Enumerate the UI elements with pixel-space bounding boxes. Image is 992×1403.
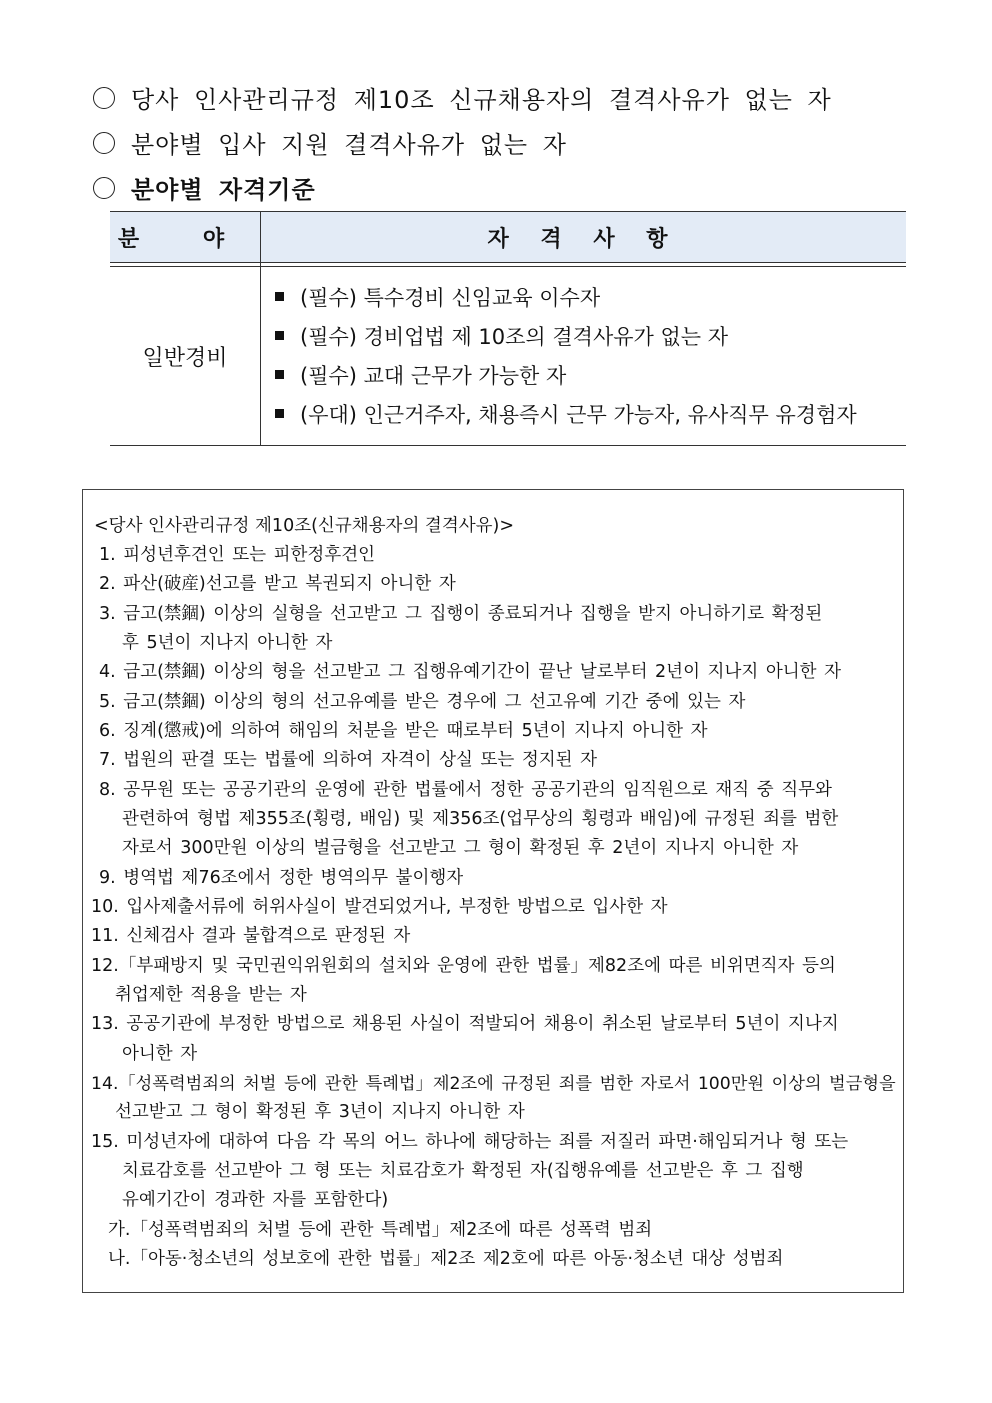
regulation-line: 관련하여 형법 제355조(횡령, 배임) 및 제356조(업무상의 횡령과 배임)에 규정된 죄를 범한: [122, 809, 839, 829]
regulation-line: 15. 미성년자에 대하여 다음 각 목의 어느 하나에 해당하는 죄를 저질러 파면·해임되거나 형 또는: [91, 1132, 849, 1152]
regulation-line: 10. 입사제출서류에 허위사실이 발견되었거나, 부정한 방법으로 입사한 자: [91, 897, 668, 917]
circle-bullet-icon: [93, 177, 115, 199]
square-bullet-icon: [275, 370, 284, 379]
qualification-items: [261, 267, 907, 446]
qualification-table: [110, 211, 906, 446]
bullet-application: [93, 125, 567, 160]
qualification-item: (필수) 특수경비 신임교육 이수자: [271, 277, 906, 316]
regulation-line: 7. 법원의 판결 또는 법률에 의하여 자격이 상실 또는 정지된 자: [99, 750, 598, 770]
table-header-row: [110, 212, 906, 263]
regulation-line: 8. 공무원 또는 공공기관의 운영에 관한 법률에서 정한 공공기관의 임직원으로 재직 중 직무와: [99, 780, 832, 800]
regulation-line: 5. 금고(禁錮) 이상의 형의 선고유예를 받은 경우에 그 선고유예 기간 중에 있는 자: [99, 692, 746, 712]
regulation-line: 1. 피성년후견인 또는 피한정후견인: [99, 545, 376, 565]
regulation-line: 2. 파산(破産)선고를 받고 복권되지 아니한 자: [99, 574, 456, 594]
bullet-text: 분야별 자격기준: [131, 176, 316, 204]
qualification-item: (우대) 인근거주자, 채용즉시 근무 가능자, 유사직무 유경험자: [271, 394, 906, 433]
regulation-title: <당사 인사관리규정 제10조(신규채용자의 결격사유)>: [94, 516, 515, 536]
header-qualifications: 자 격 사 항: [261, 212, 907, 263]
regulation-line: 취업제한 적용을 받는 자: [115, 985, 307, 1005]
bullet-criteria-heading: [93, 170, 316, 205]
regulation-line: 6. 징계(懲戒)에 의하여 해임의 처분을 받은 때로부터 5년이 지나지 아니한 자: [99, 721, 708, 741]
bullet-disqualification: [93, 80, 832, 115]
regulation-line: 11. 신체검사 결과 불합격으로 판정된 자: [91, 926, 411, 946]
square-bullet-icon: [275, 409, 284, 418]
regulation-line: 12.「부패방지 및 국민권익위원회의 설치와 운영에 관한 법률」제82조에 따른 비위면직자 등의: [91, 956, 836, 976]
circle-bullet-icon: [93, 132, 115, 154]
qualification-item: (필수) 교대 근무가 가능한 자: [271, 355, 906, 394]
bullet-text: 당사 인사관리규정 제10조 신규채용자의 결격사유가 없는 자: [131, 86, 832, 114]
regulation-line: 가.「성폭력범죄의 처벌 등에 관한 특례법」제2조에 따른 성폭력 범죄: [108, 1220, 653, 1240]
regulation-line: 14.「성폭력범죄의 처벌 등에 관한 특례법」제2조에 규정된 죄를 범한 자로서 100만원 이상의 벌금형을: [91, 1074, 896, 1094]
table-row: [110, 267, 906, 446]
field-name: 일반경비: [110, 267, 261, 446]
regulation-box: [82, 489, 904, 1293]
regulation-line: 선고받고 그 형이 확정된 후 3년이 지나지 아니한 자: [115, 1102, 525, 1122]
regulation-line: 후 5년이 지나지 아니한 자: [122, 633, 333, 653]
regulation-line: 치료감호를 선고받아 그 형 또는 치료감호가 확정된 자(집행유예를 선고받은 후 그 집행: [122, 1161, 804, 1181]
bullet-text: 분야별 입사 지원 결격사유가 없는 자: [131, 131, 567, 159]
square-bullet-icon: [275, 292, 284, 301]
regulation-line: 13. 공공기관에 부정한 방법으로 채용된 사실이 적발되어 채용이 취소된 날로부터 5년이 지나지: [91, 1014, 839, 1034]
regulation-line: 4. 금고(禁錮) 이상의 형을 선고받고 그 집행유예기간이 끝난 날로부터 2년이 지나지 아니한 자: [99, 662, 842, 682]
circle-bullet-icon: [93, 87, 115, 109]
header-field: 분 야: [110, 212, 261, 263]
square-bullet-icon: [275, 331, 284, 340]
regulation-line: 자로서 300만원 이상의 벌금형을 선고받고 그 형이 확정된 후 2년이 지나지 아니한 자: [122, 838, 799, 858]
regulation-line: 나.「아동·청소년의 성보호에 관한 법률」제2조 제2호에 따른 아동·청소년 대상 성범죄: [108, 1249, 784, 1269]
regulation-line: 아니한 자: [122, 1044, 198, 1064]
regulation-line: 3. 금고(禁錮) 이상의 실형을 선고받고 그 집행이 종료되거나 집행을 받지 아니하기로 확정된: [99, 604, 823, 624]
regulation-line: 유예기간이 경과한 자를 포함한다): [122, 1190, 389, 1210]
qualification-item: (필수) 경비업법 제 10조의 결격사유가 없는 자: [271, 316, 906, 355]
regulation-line: 9. 병역법 제76조에서 정한 병역의무 불이행자: [99, 868, 464, 888]
